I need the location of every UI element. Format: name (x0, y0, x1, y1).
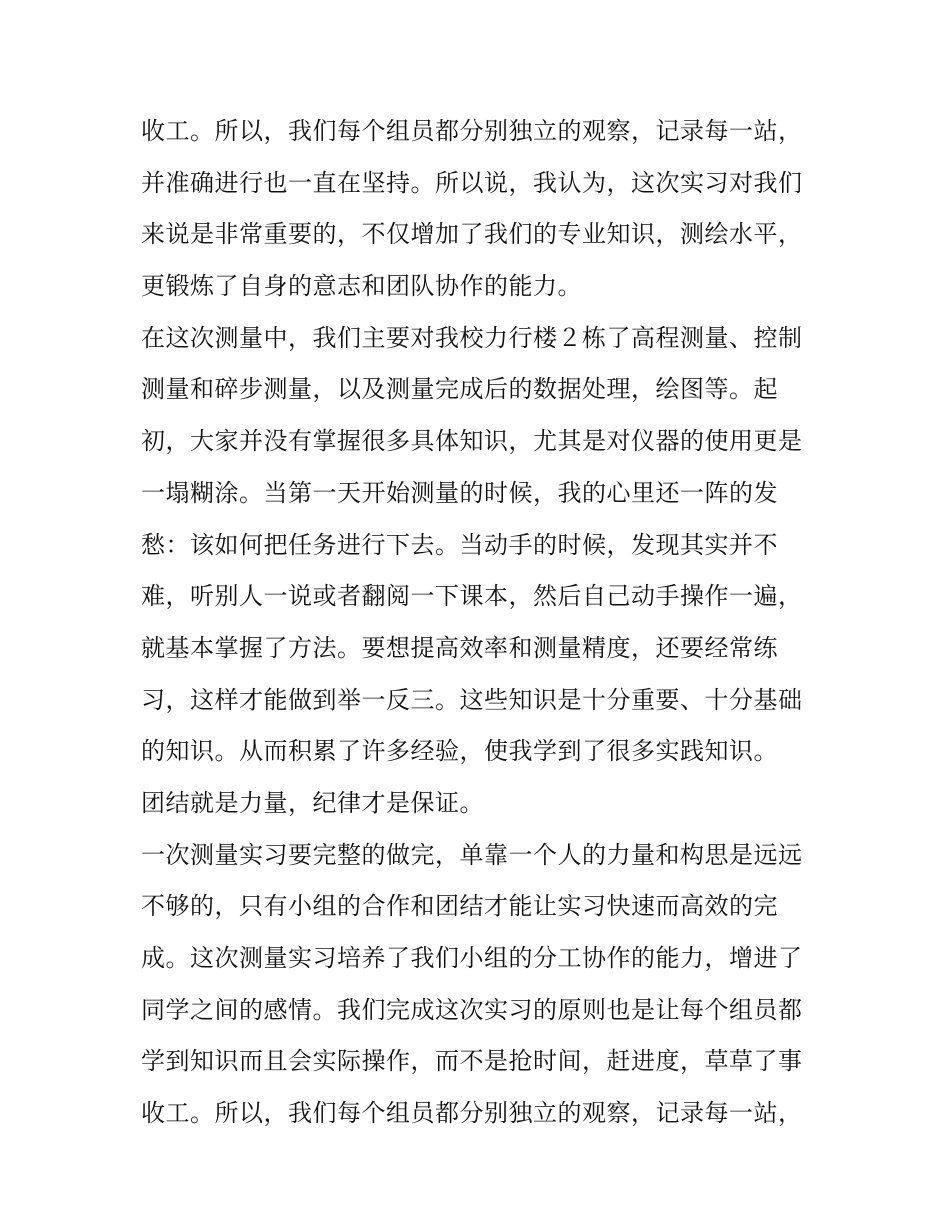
text-line: 不够的，只有小组的合作和团结才能让实习快速而高效的完 (141, 892, 778, 921)
text-line: 团结就是力量，纪律才是保证。 (141, 788, 484, 817)
text-line: 习，这样才能做到举一反三。这些知识是十分重要、十分基础 (141, 685, 803, 714)
text-line: 一塌糊涂。当第一天开始测量的时候，我的心里还一阵的发 (141, 478, 778, 507)
text-line: 并准确进行也一直在坚持。所以说，我认为，这次实习对我们 (141, 168, 803, 197)
text-line: 成。这次测量实习培养了我们小组的分工协作的能力，增进了 (141, 944, 803, 972)
text-line: 难，听别人一说或者翻阅一下课本，然后自己动手操作一遍， (141, 582, 803, 611)
text-line: 收工。所以，我们每个组员都分别独立的观察，记录每一站， (141, 1099, 803, 1128)
text-line: 一次测量实习要完整的做完，单靠一个人的力量和构思是远远 (141, 840, 803, 869)
text-line: 就基本掌握了方法。要想提高效率和测量精度，还要经常练 (141, 633, 778, 662)
text-line: 测量和碎步测量，以及测量完成后的数据处理，绘图等。起 (141, 375, 778, 404)
text-line: 的知识。从而积累了许多经验，使我学到了很多实践知识。 (141, 737, 778, 766)
body-text (141, 106, 821, 1140)
text-line: 同学之间的感情。我们完成这次实习的原则也是让每个组员都 (141, 995, 803, 1024)
text-line: 更锻炼了自身的意志和团队协作的能力。 (141, 272, 582, 301)
text-line: 来说是非常重要的，不仅增加了我们的专业知识，测绘水平， (141, 220, 803, 249)
text-line: 愁：该如何把任务进行下去。当动手的时候，发现其实并不 (141, 530, 778, 559)
text-line: 收工。所以，我们每个组员都分别独立的观察，记录每一站， (141, 117, 803, 145)
text-line: 学到知识而且会实际操作，而不是抢时间，赶进度，草草了事 (141, 1047, 803, 1076)
text-line: 在这次测量中，我们主要对我校力行楼２栋了高程测量、控制 (141, 323, 803, 352)
text-line: 初，大家并没有掌握很多具体知识，尤其是对仪器的使用更是 (141, 427, 803, 456)
